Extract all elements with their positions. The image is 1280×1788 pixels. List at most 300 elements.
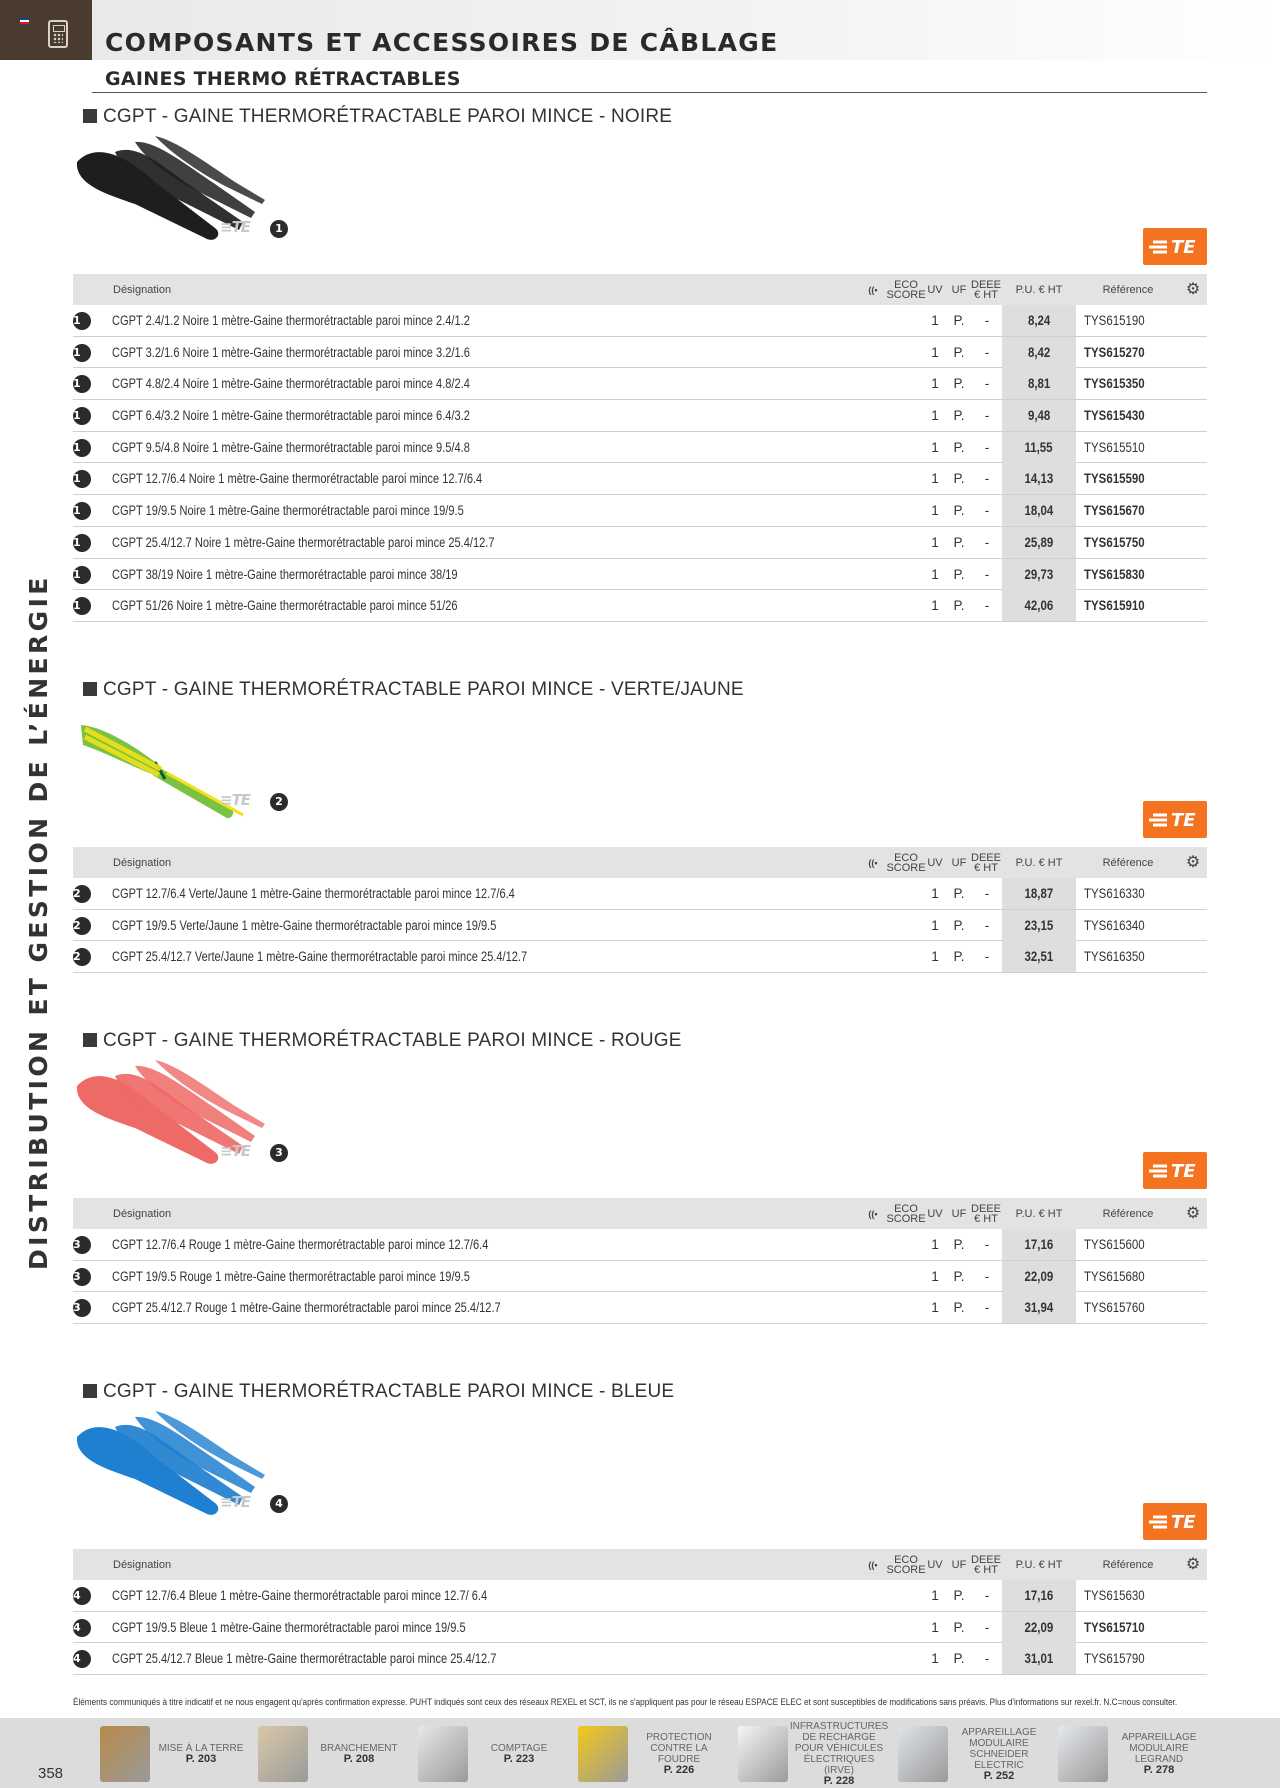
wifi-icon: ((• [868, 857, 878, 868]
nav-label [314, 1726, 404, 1782]
product-number-badge: 4 [270, 1495, 288, 1513]
te-brand-logo[interactable] [1143, 801, 1207, 838]
row-number-badge: 1 [73, 534, 91, 552]
uv-cell: 1 [931, 471, 939, 487]
uf-cell: P. [953, 1300, 965, 1316]
uf-cell: P. [953, 1588, 965, 1603]
row-number-badge: 1 [73, 470, 91, 488]
nav-label [474, 1726, 564, 1782]
table-row[interactable] [73, 910, 1207, 942]
price-value: 17,16 [1024, 1588, 1054, 1603]
section-square-icon [83, 109, 97, 123]
nav-item-5[interactable] [738, 1720, 888, 1786]
wifi-icon: ((• [868, 284, 878, 295]
te-brand-logo[interactable] [1143, 1152, 1207, 1189]
reference-value: TYS615590 [1084, 471, 1145, 487]
reference-cell[interactable] [1078, 495, 1178, 526]
price-value: 18,87 [1024, 886, 1054, 901]
uf-cell: P. [953, 949, 965, 965]
price-value: 14,13 [1024, 471, 1054, 487]
price-cell [1002, 400, 1076, 431]
price-value: 23,15 [1024, 917, 1054, 933]
uv-cell: 1 [931, 1651, 939, 1667]
reference-value: TYS615600 [1084, 1237, 1145, 1252]
section-title-text: CGPT - GAINE THERMORÉTRACTABLE PAROI MINCE - BLEUE [103, 1381, 675, 1402]
header-pu: P.U. € HT [1015, 283, 1063, 296]
uv-cell: 1 [931, 1268, 939, 1284]
table-header [73, 1198, 1207, 1229]
reference-cell[interactable] [1078, 368, 1178, 399]
header-eco-score: ECO SCORE [886, 1553, 926, 1576]
price-cell [1002, 432, 1076, 463]
table-row[interactable] [73, 878, 1207, 910]
table-row[interactable] [73, 400, 1207, 432]
section-title [83, 1381, 674, 1403]
price-value: 8,42 [1027, 344, 1051, 360]
price-value: 31,94 [1024, 1300, 1054, 1316]
price-value: 29,73 [1024, 566, 1054, 582]
price-cell [1002, 559, 1076, 590]
uf-cell: P. [953, 534, 965, 550]
svg-text:TE: TE [1171, 1512, 1196, 1533]
deee-cell: - [984, 1268, 990, 1284]
table-row[interactable] [73, 941, 1207, 973]
nav-item-7[interactable] [1058, 1720, 1208, 1786]
nav-thumbnail-image [258, 1726, 308, 1782]
nav-label [1114, 1726, 1204, 1782]
svg-text:TE: TE [1171, 237, 1196, 258]
product-number-badge: 1 [270, 220, 288, 238]
table-row[interactable] [73, 495, 1207, 527]
designation-cell: CGPT 25.4/12.7 Verte/Jaune 1 mètre-Gaine thermorétractable paroi mince 25.4/12.7 [112, 949, 528, 965]
nav-label-text: PROTECTION CONTRE LA FOUDRE [646, 1732, 712, 1765]
deee-cell: - [984, 566, 990, 582]
table-row[interactable] [73, 590, 1207, 622]
wifi-icon: ((• [868, 1559, 878, 1570]
nav-page: P. 252 [983, 1769, 1015, 1782]
reference-value: TYS615910 [1084, 598, 1145, 614]
nav-item-2[interactable] [258, 1720, 408, 1786]
price-cell [1002, 1612, 1076, 1643]
section-square-icon [83, 1033, 97, 1047]
header-reference: Référence [1102, 283, 1154, 296]
price-cell [1002, 495, 1076, 526]
section-title-text: CGPT - GAINE THERMORÉTRACTABLE PAROI MINCE - VERTE/JAUNE [103, 679, 744, 700]
nav-item-1[interactable] [100, 1720, 250, 1786]
uv-cell: 1 [931, 313, 939, 328]
section-title [83, 679, 744, 701]
price-value: 11,55 [1024, 439, 1054, 455]
uf-cell: P. [953, 1237, 965, 1252]
uv-cell: 1 [931, 408, 939, 424]
price-cell [1002, 590, 1076, 621]
settings-gear-icon[interactable]: ⚙ [1185, 1555, 1201, 1573]
table-row[interactable] [73, 432, 1207, 464]
deee-cell: - [984, 471, 990, 487]
nav-label [156, 1726, 246, 1782]
row-number-badge: 2 [73, 885, 91, 903]
header-designation: Désignation [113, 1207, 172, 1220]
side-category-text: DISTRIBUTION ET GESTION DE L’ÉNERGIE [24, 574, 53, 1270]
nav-page: P. 208 [343, 1753, 375, 1765]
page-title: COMPOSANTS ET ACCESSOIRES DE CÂBLAGE [105, 28, 779, 57]
designation-cell: CGPT 12.7/6.4 Rouge 1 mètre-Gaine thermorétractable paroi mince 12.7/6.4 [112, 1237, 489, 1252]
header-eco-score: ECO SCORE [886, 278, 926, 301]
uv-cell: 1 [931, 1619, 939, 1635]
header-reference: Référence [1102, 856, 1154, 869]
header-pu: P.U. € HT [1015, 1207, 1063, 1220]
designation-cell: CGPT 12.7/6.4 Noire 1 mètre-Gaine thermorétractable paroi mince 12.7/6.4 [112, 471, 483, 487]
designation-cell: CGPT 19/9.5 Verte/Jaune 1 mètre-Gaine thermorétractable paroi mince 19/9.5 [112, 917, 497, 933]
row-number-badge: 4 [73, 1650, 91, 1668]
uf-cell: P. [953, 1619, 965, 1635]
table-row[interactable] [73, 1292, 1207, 1324]
deee-cell: - [984, 886, 990, 901]
header-deee: DEEE € HT [971, 1202, 1001, 1225]
row-number-badge: 3 [73, 1268, 91, 1286]
row-number-badge: 1 [73, 502, 91, 520]
designation-cell: CGPT 38/19 Noire 1 mètre-Gaine thermorétractable paroi mince 38/19 [112, 566, 458, 582]
row-number-badge: 2 [73, 948, 91, 966]
reference-value: TYS615430 [1084, 408, 1145, 424]
reference-cell[interactable] [1078, 1580, 1178, 1611]
reference-value: TYS616330 [1084, 886, 1145, 901]
designation-cell: CGPT 3.2/1.6 Noire 1 mètre-Gaine thermorétractable paroi mince 3.2/1.6 [112, 344, 470, 360]
header-uv: UV [927, 1207, 943, 1220]
uf-cell: P. [953, 1651, 965, 1667]
reference-cell[interactable] [1078, 527, 1178, 558]
reference-cell[interactable] [1078, 463, 1178, 494]
uf-cell: P. [953, 471, 965, 487]
header-designation: Désignation [113, 856, 172, 869]
table-row[interactable] [73, 337, 1207, 369]
row-number-badge: 1 [73, 375, 91, 393]
designation-cell: CGPT 6.4/3.2 Noire 1 mètre-Gaine thermorétractable paroi mince 6.4/3.2 [112, 408, 470, 424]
product-table [73, 274, 1207, 622]
section-square-icon [83, 682, 97, 696]
te-watermark-logo: ≡TE [220, 791, 251, 809]
deee-cell: - [984, 534, 990, 550]
nav-label-text: APPAREILLAGE MODULAIRE LEGRAND [1121, 1732, 1197, 1765]
product-table [73, 847, 1207, 973]
price-value: 9,48 [1027, 408, 1051, 424]
section-title [83, 1030, 682, 1052]
designation-cell: CGPT 19/9.5 Rouge 1 mètre-Gaine thermorétractable paroi mince 19/9.5 [112, 1268, 470, 1284]
table-row[interactable] [73, 527, 1207, 559]
nav-label-text: BRANCHEMENT [320, 1743, 398, 1754]
uf-cell: P. [953, 313, 965, 328]
reference-value: TYS616350 [1084, 949, 1145, 965]
reference-value: TYS615790 [1084, 1651, 1145, 1667]
row-number-badge: 4 [73, 1587, 91, 1605]
reference-value: TYS615670 [1084, 503, 1145, 519]
table-header [73, 847, 1207, 878]
uf-cell: P. [953, 376, 965, 392]
deee-cell: - [984, 1237, 990, 1252]
header-uv: UV [927, 283, 943, 296]
uf-cell: P. [953, 408, 965, 424]
reference-value: TYS616340 [1084, 917, 1145, 933]
row-number-badge: 1 [73, 344, 91, 362]
price-value: 8,24 [1027, 313, 1051, 328]
nav-label [789, 1721, 889, 1787]
price-value: 18,04 [1024, 503, 1054, 519]
header-uv: UV [927, 856, 943, 869]
price-cell [1002, 1261, 1076, 1292]
uv-cell: 1 [931, 503, 939, 519]
header-pu: P.U. € HT [1015, 856, 1063, 869]
price-cell [1002, 910, 1076, 941]
uv-cell: 1 [931, 344, 939, 360]
deee-cell: - [984, 313, 990, 328]
reference-cell[interactable] [1078, 941, 1178, 972]
deee-cell: - [984, 917, 990, 933]
nav-thumbnail-image [418, 1726, 468, 1782]
nav-item-3[interactable] [418, 1720, 568, 1786]
header-uf: UF [951, 283, 967, 296]
row-number-badge: 1 [73, 439, 91, 457]
designation-cell: CGPT 9.5/4.8 Noire 1 mètre-Gaine thermorétractable paroi mince 9.5/4.8 [112, 439, 470, 455]
wifi-icon: ((• [868, 1208, 878, 1219]
page-subtitle: GAINES THERMO RÉTRACTABLES [105, 68, 461, 90]
row-number-badge: 1 [73, 407, 91, 425]
section-square-icon [83, 1384, 97, 1398]
table-row[interactable] [73, 559, 1207, 591]
uf-cell: P. [953, 344, 965, 360]
deee-cell: - [984, 408, 990, 424]
price-cell [1002, 527, 1076, 558]
uv-cell: 1 [931, 598, 939, 614]
te-brand-logo[interactable] [1143, 1503, 1207, 1540]
designation-cell: CGPT 12.7/6.4 Bleue 1 mètre-Gaine thermorétractable paroi mince 12.7/ 6.4 [112, 1588, 488, 1603]
header-pu: P.U. € HT [1015, 1558, 1063, 1571]
designation-cell: CGPT 51/26 Noire 1 mètre-Gaine thermorétractable paroi mince 51/26 [112, 598, 458, 614]
designation-cell: CGPT 2.4/1.2 Noire 1 mètre-Gaine thermorétractable paroi mince 2.4/1.2 [112, 313, 470, 328]
nav-label-text: INFRASTRUCTURES DE RECHARGE POUR VÉHICULES ÉLECTRIQUES (IRVE) [789, 1721, 889, 1776]
table-header [73, 1549, 1207, 1580]
price-value: 31,01 [1024, 1651, 1054, 1667]
header-uf: UF [951, 856, 967, 869]
price-cell [1002, 1643, 1076, 1674]
reference-value: TYS615750 [1084, 534, 1145, 550]
designation-cell: CGPT 19/9.5 Bleue 1 mètre-Gaine thermorétractable paroi mince 19/9.5 [112, 1619, 466, 1635]
table-row[interactable] [73, 368, 1207, 400]
table-row[interactable] [73, 1229, 1207, 1261]
product-table [73, 1198, 1207, 1324]
table-row[interactable] [73, 463, 1207, 495]
deee-cell: - [984, 1588, 990, 1603]
designation-cell: CGPT 12.7/6.4 Verte/Jaune 1 mètre-Gaine thermorétractable paroi mince 12.7/6.4 [112, 886, 515, 901]
header-designation: Désignation [113, 1558, 172, 1571]
price-value: 22,09 [1024, 1268, 1054, 1284]
price-cell [1002, 1580, 1076, 1611]
settings-gear-icon[interactable]: ⚙ [1185, 280, 1201, 298]
reference-cell[interactable] [1078, 400, 1178, 431]
header-deee: DEEE € HT [971, 851, 1001, 874]
price-value: 22,09 [1024, 1619, 1054, 1635]
te-watermark-logo: ≡TE [220, 218, 251, 236]
reference-cell[interactable] [1078, 590, 1178, 621]
svg-text:TE: TE [1171, 810, 1196, 831]
deee-cell: - [984, 1651, 990, 1667]
reference-value: TYS615710 [1084, 1619, 1145, 1635]
reference-value: TYS615760 [1084, 1300, 1145, 1316]
reference-value: TYS615190 [1084, 313, 1145, 328]
designation-cell: CGPT 4.8/2.4 Noire 1 mètre-Gaine thermorétractable paroi mince 4.8/2.4 [112, 376, 470, 392]
reference-cell[interactable] [1078, 559, 1178, 590]
nav-item-6[interactable] [898, 1720, 1048, 1786]
nav-label [954, 1726, 1044, 1782]
header-reference: Référence [1102, 1558, 1154, 1571]
reference-cell[interactable] [1078, 337, 1178, 368]
reference-value: TYS615270 [1084, 344, 1145, 360]
uf-cell: P. [953, 917, 965, 933]
nav-page: P. 203 [185, 1753, 217, 1765]
price-value: 8,81 [1027, 376, 1051, 392]
header-eco-score: ECO SCORE [886, 1202, 926, 1225]
nav-thumbnail-image [100, 1726, 150, 1782]
header-reference: Référence [1102, 1207, 1154, 1220]
product-number-badge: 3 [270, 1144, 288, 1162]
te-brand-logo[interactable] [1143, 228, 1207, 265]
row-number-badge: 1 [73, 566, 91, 584]
nav-thumbnail-image [898, 1726, 948, 1782]
nav-label-text: COMPTAGE [490, 1743, 548, 1754]
table-row[interactable] [73, 1612, 1207, 1644]
uv-cell: 1 [931, 917, 939, 933]
price-value: 25,89 [1024, 534, 1054, 550]
reference-cell[interactable] [1078, 910, 1178, 941]
uf-cell: P. [953, 1268, 965, 1284]
table-row[interactable] [73, 1261, 1207, 1293]
deee-cell: - [984, 344, 990, 360]
deee-cell: - [984, 949, 990, 965]
designation-cell: CGPT 25.4/12.7 Bleue 1 mètre-Gaine thermorétractable paroi mince 25.4/12.7 [112, 1651, 497, 1667]
deee-cell: - [984, 503, 990, 519]
designation-cell: CGPT 25.4/12.7 Noire 1 mètre-Gaine thermorétractable paroi mince 25.4/12.7 [112, 534, 495, 550]
reference-value: TYS615350 [1084, 376, 1145, 392]
product-table [73, 1549, 1207, 1675]
price-cell [1002, 463, 1076, 494]
table-row[interactable] [73, 1580, 1207, 1612]
price-value: 17,16 [1024, 1237, 1054, 1252]
uv-cell: 1 [931, 534, 939, 550]
product-number-badge: 2 [270, 793, 288, 811]
row-number-badge: 3 [73, 1299, 91, 1317]
section-title-text: CGPT - GAINE THERMORÉTRACTABLE PAROI MINCE - ROUGE [103, 1030, 682, 1051]
price-cell [1002, 368, 1076, 399]
deee-cell: - [984, 1300, 990, 1316]
price-cell [1002, 878, 1076, 909]
designation-cell: CGPT 25.4/12.7 Rouge 1 mètre-Gaine thermorétractable paroi mince 25.4/12.7 [112, 1300, 501, 1316]
reference-cell[interactable] [1078, 305, 1178, 336]
section-title-text: CGPT - GAINE THERMORÉTRACTABLE PAROI MINCE - NOIRE [103, 106, 673, 127]
header-uv: UV [927, 1558, 943, 1571]
nav-label-text: APPAREILLAGE MODULAIRE SCHNEIDER ELECTRIC [961, 1726, 1037, 1771]
uv-cell: 1 [931, 439, 939, 455]
row-number-badge: 4 [73, 1619, 91, 1637]
nav-label-text: MISE À LA TERRE [158, 1743, 244, 1754]
nav-page: P. 228 [823, 1775, 855, 1787]
footnote: Éléments communiqués à titre indicatif et ne nous engagent qu'après confirmation expresse. PUHT indiqués sont ceux des réseaux REXEL et SCT, ils ne s'appliquent pas pour le réseau ESPACE ELEC et sont susceptibles de modifications sans préavis. Plus d'informations sur rexel.fr. N.C=nous consulter. [73, 1697, 1178, 1708]
price-cell [1002, 1292, 1076, 1323]
te-watermark-logo: ≡TE [220, 1493, 251, 1511]
header-designation: Désignation [113, 283, 172, 296]
uf-cell: P. [953, 439, 965, 455]
nav-page: P. 278 [1143, 1764, 1175, 1776]
table-row[interactable] [73, 1643, 1207, 1675]
reference-value: TYS615630 [1084, 1588, 1145, 1603]
header-deee: DEEE € HT [971, 278, 1001, 301]
subtitle-divider [92, 92, 1207, 93]
price-value: 42,06 [1024, 598, 1054, 614]
uf-cell: P. [953, 598, 965, 614]
price-cell [1002, 305, 1076, 336]
designation-cell: CGPT 19/9.5 Noire 1 mètre-Gaine thermorétractable paroi mince 19/9.5 [112, 503, 464, 519]
uf-cell: P. [953, 566, 965, 582]
reference-cell[interactable] [1078, 1612, 1178, 1643]
deee-cell: - [984, 439, 990, 455]
calculator-icon[interactable] [48, 20, 68, 48]
nav-page: P. 226 [663, 1764, 695, 1776]
uv-cell: 1 [931, 566, 939, 582]
section-title [83, 106, 672, 128]
nav-thumbnail-image [578, 1726, 628, 1782]
row-number-badge: 1 [73, 312, 91, 330]
reference-cell[interactable] [1078, 1261, 1178, 1292]
reference-cell[interactable] [1078, 878, 1178, 909]
nav-thumbnail-image [1058, 1726, 1108, 1782]
reference-cell[interactable] [1078, 1292, 1178, 1323]
nav-thumbnail-image [738, 1726, 788, 1782]
price-cell [1002, 337, 1076, 368]
reference-value: TYS615680 [1084, 1268, 1145, 1284]
uf-cell: P. [953, 886, 965, 901]
reference-cell[interactable] [1078, 1643, 1178, 1674]
page-number: 358 [38, 1765, 64, 1782]
row-number-badge: 2 [73, 917, 91, 935]
uv-cell: 1 [931, 1300, 939, 1316]
uv-cell: 1 [931, 886, 939, 901]
settings-gear-icon[interactable]: ⚙ [1185, 853, 1201, 871]
uv-cell: 1 [931, 1588, 939, 1603]
table-row[interactable] [73, 305, 1207, 337]
french-flag-icon [20, 18, 29, 24]
reference-value: TYS615830 [1084, 566, 1145, 582]
deee-cell: - [984, 376, 990, 392]
uv-cell: 1 [931, 1237, 939, 1252]
header-eco-score: ECO SCORE [886, 851, 926, 874]
nav-item-4[interactable] [578, 1720, 728, 1786]
uv-cell: 1 [931, 376, 939, 392]
nav-page: P. 223 [503, 1753, 535, 1765]
reference-value: TYS615510 [1084, 439, 1145, 455]
table-header [73, 274, 1207, 305]
reference-cell[interactable] [1078, 432, 1178, 463]
reference-cell[interactable] [1078, 1229, 1178, 1260]
header-uf: UF [951, 1558, 967, 1571]
deee-cell: - [984, 1619, 990, 1635]
price-value: 32,51 [1024, 949, 1054, 965]
uv-cell: 1 [931, 949, 939, 965]
settings-gear-icon[interactable]: ⚙ [1185, 1204, 1201, 1222]
header-deee: DEEE € HT [971, 1553, 1001, 1576]
header-uf: UF [951, 1207, 967, 1220]
header-tab[interactable] [0, 0, 92, 60]
price-cell [1002, 1229, 1076, 1260]
price-cell [1002, 941, 1076, 972]
uf-cell: P. [953, 503, 965, 519]
